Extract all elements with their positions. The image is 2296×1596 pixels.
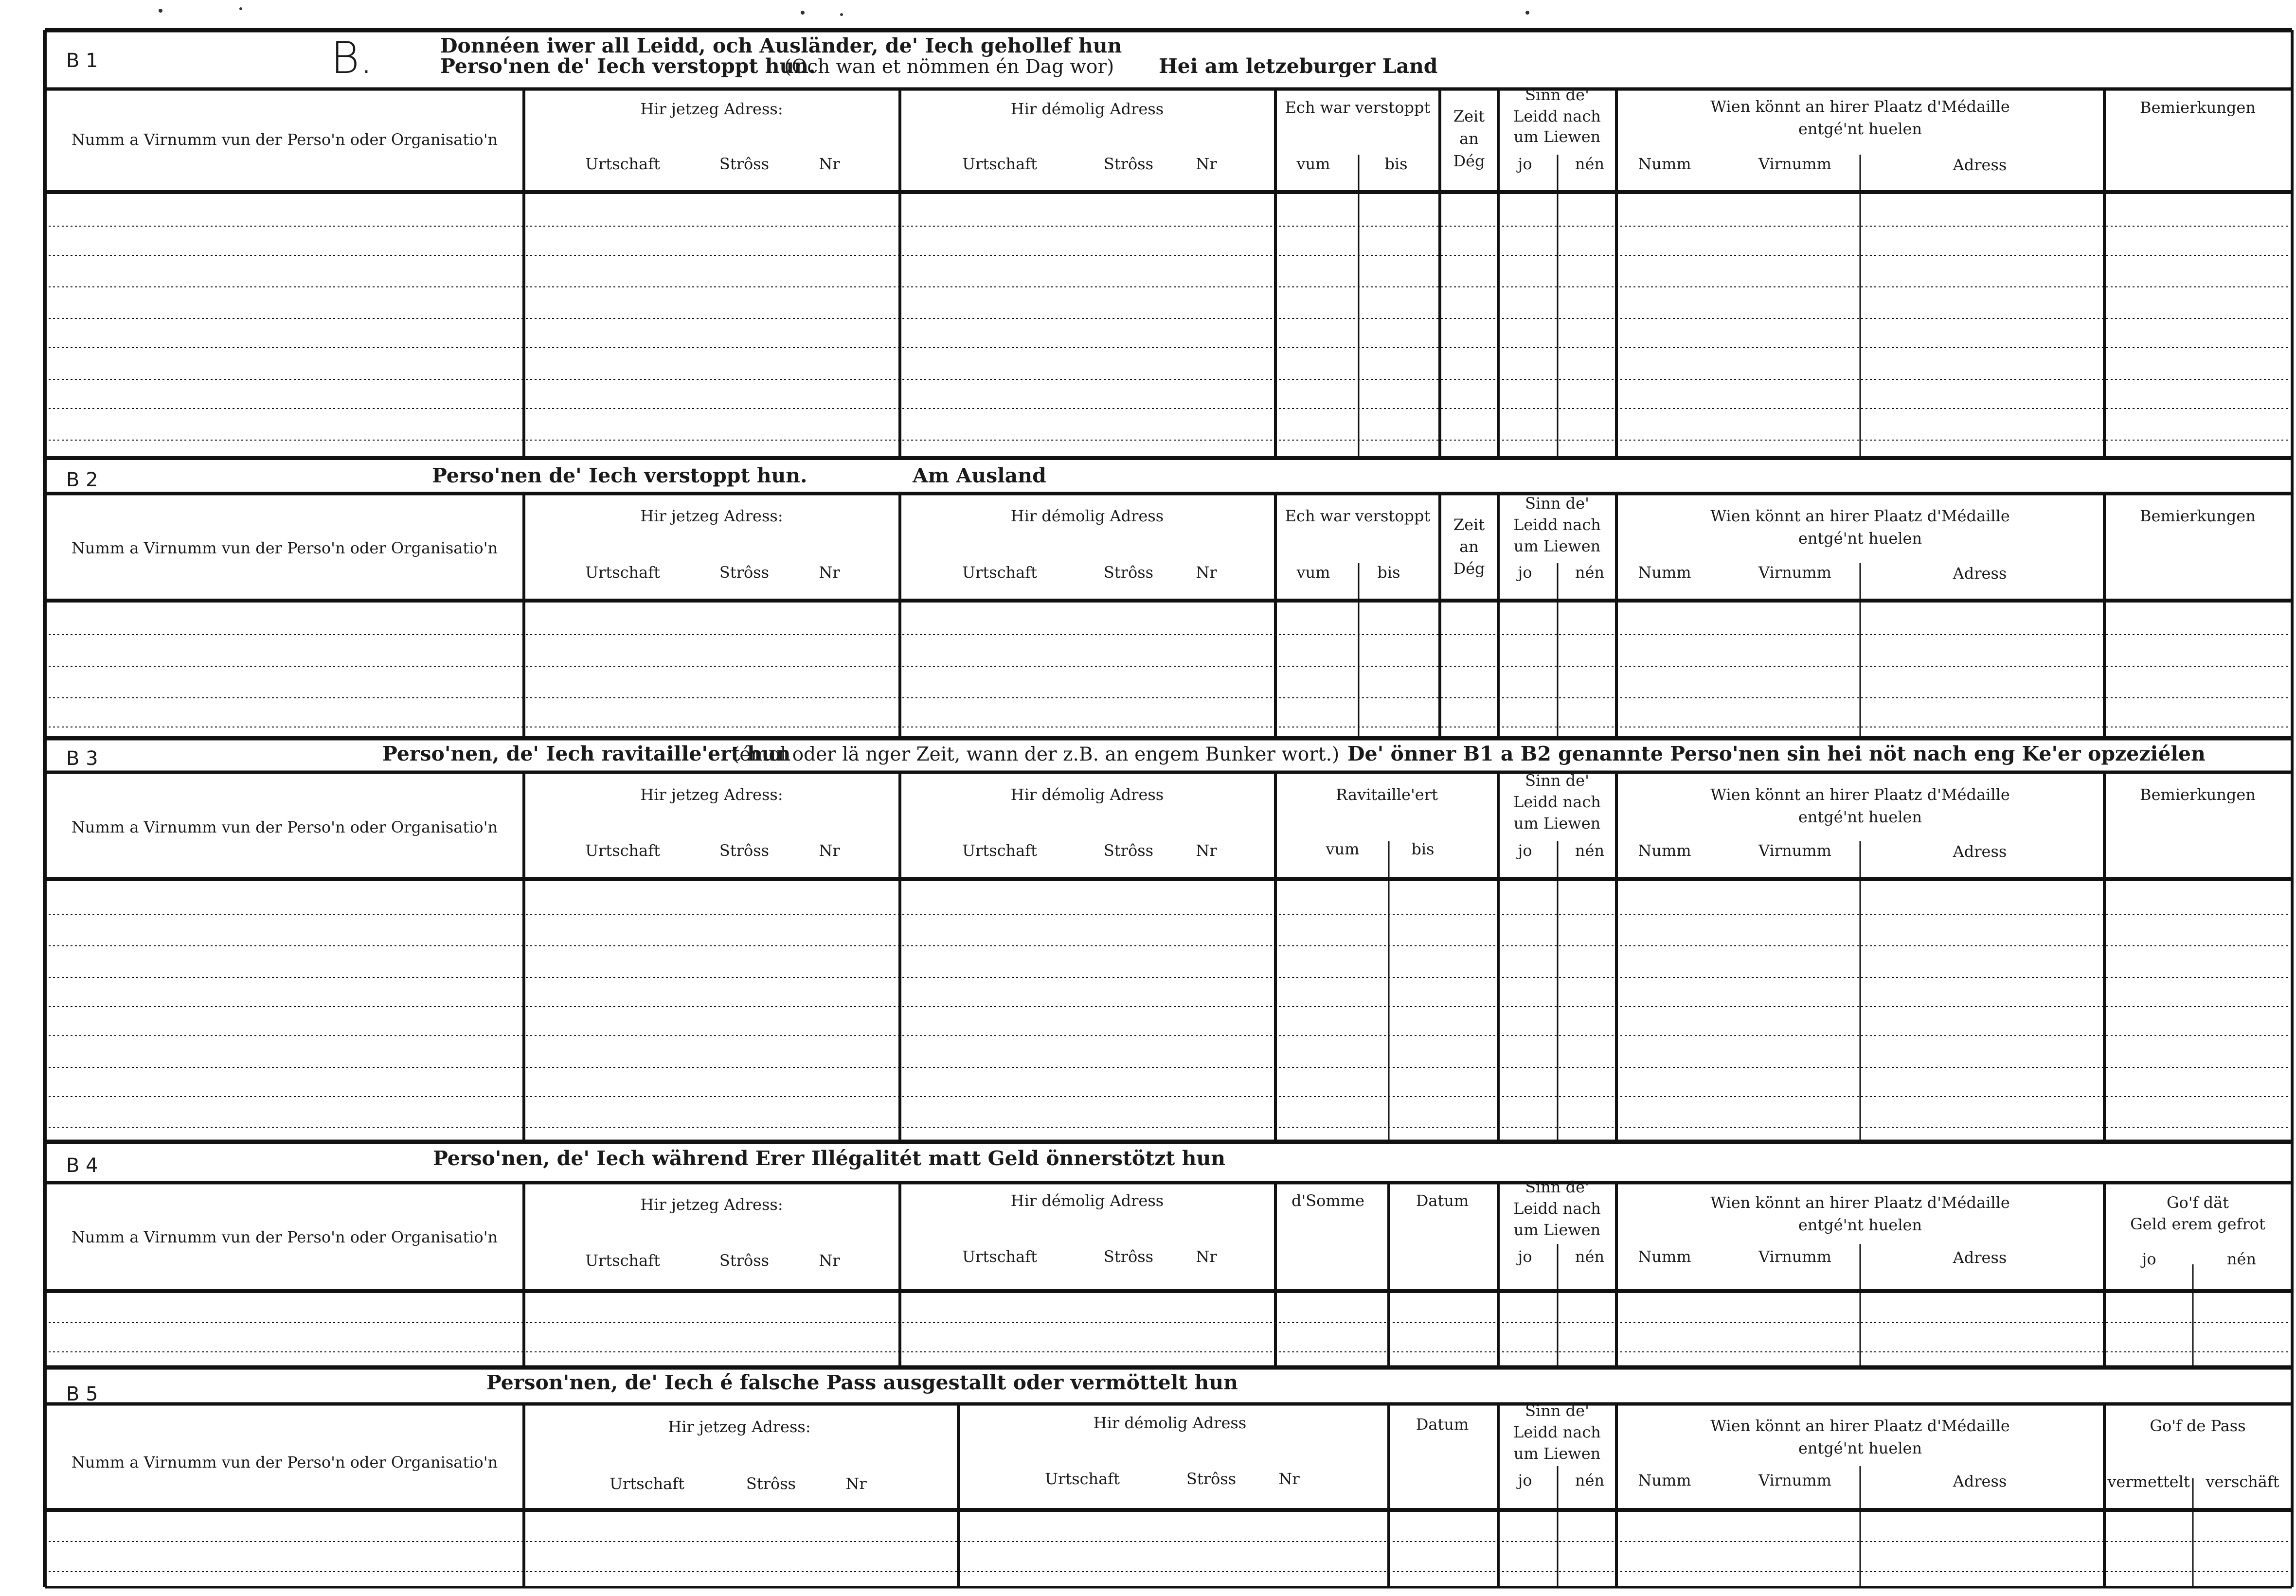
col-name: Numm a Virnumm vun der Perso'n oder Organisatio'n — [71, 130, 498, 149]
col-address: Adress — [1953, 156, 2007, 174]
col-current-address: Hir jetzeg Adress: — [668, 1418, 811, 1436]
col-alive-1: Sinn de' — [1525, 1178, 1589, 1196]
col-address: Adress — [1953, 842, 2007, 861]
col-to: bis — [1384, 155, 1408, 173]
col-alive-3: um Liewen — [1513, 127, 1601, 146]
col-no: nén — [1575, 155, 1605, 173]
col-medal-2: entgé'nt huelen — [1798, 120, 1922, 138]
b1-title-line2-bold: Perso'nen de' Iech verstoppt hun. — [440, 54, 816, 78]
col-surname: Numm — [1638, 1471, 1691, 1490]
b3-title: Perso'nen, de' Iech ravitaille'ert hun — [382, 742, 791, 765]
col-firstname: Virnumm — [1758, 841, 1831, 860]
col-former-address: Hir démolig Adress — [1010, 507, 1164, 525]
col-firstname: Virnumm — [1758, 1471, 1831, 1490]
col-pass-given: Go'f de Pass — [2150, 1417, 2246, 1435]
col-to: bis — [1377, 563, 1400, 582]
col-yes: jo — [1518, 1471, 1532, 1490]
col-street: Strôss — [746, 1474, 796, 1493]
col-from: vum — [1326, 840, 1360, 858]
col-surname: Numm — [1638, 841, 1691, 860]
col-former-address: Hir démolig Adress — [1010, 785, 1164, 804]
col-date: Datum — [1416, 1191, 1469, 1210]
col-street: Strôss — [719, 1251, 770, 1270]
col-street: Strôss — [719, 563, 770, 582]
b1-title-line1: Donnéen iwer all Leidd, och Ausländer, de' Iech gehollef hun — [440, 34, 1122, 57]
col-town: Urtschaft — [585, 1251, 660, 1270]
col-address: Adress — [1953, 1248, 2007, 1267]
col-medal-2: entgé'nt huelen — [1798, 1216, 1922, 1234]
col-town: Urtschaft — [585, 841, 660, 860]
col-nr: Nr — [1278, 1470, 1300, 1488]
b1-title-line2-right: Hei am letzeburger Land — [1159, 54, 1438, 78]
col-address: Adress — [1953, 1472, 2007, 1490]
col-current-address: Hir jetzeg Adress: — [640, 507, 783, 525]
col-alive-3: um Liewen — [1513, 1221, 1601, 1239]
col-from: vum — [1296, 155, 1330, 173]
col-days-1: Zeit — [1453, 515, 1485, 534]
b2-title: Perso'nen de' Iech verstoppt hun. — [432, 464, 807, 487]
col-name: Numm a Virnumm vun der Perso'n oder Organisatio'n — [71, 818, 498, 836]
col-surname: Numm — [1638, 1247, 1691, 1266]
col-town: Urtschaft — [585, 563, 660, 582]
col-no: nén — [1575, 841, 1605, 860]
col-town: Urtschaft — [962, 563, 1037, 582]
col-town: Urtschaft — [962, 155, 1037, 173]
col-yes: jo — [1518, 563, 1532, 582]
col-procured: verschäft — [2206, 1472, 2279, 1491]
section-label-b4: B 4 — [66, 1154, 98, 1177]
col-no: nén — [1575, 1471, 1605, 1490]
col-alive-3: um Liewen — [1513, 537, 1601, 555]
form-letter: B. — [331, 33, 374, 84]
col-remarks: Bemierkungen — [2140, 507, 2256, 525]
col-yes: jo — [1518, 841, 1532, 860]
col-surname: Numm — [1638, 563, 1691, 582]
col-street: Strôss — [719, 155, 770, 173]
col-street: Strôss — [1103, 1247, 1154, 1266]
col-alive-3: um Liewen — [1513, 814, 1601, 833]
col-alive-1: Sinn de' — [1525, 1401, 1589, 1420]
col-days-2: an — [1459, 129, 1479, 148]
col-medal-1: Wien könnt an hirer Plaatz d'Médaille — [1710, 1417, 2010, 1435]
col-sum: d'Somme — [1291, 1191, 1365, 1210]
col-nr: Nr — [1196, 1247, 1217, 1266]
col-street: Strôss — [1103, 563, 1154, 582]
section-label-b2: B 2 — [66, 469, 98, 491]
b3-title-right: De' önner B1 a B2 genannte Perso'nen sin hei nöt nach eng Ke'er opzeziélen — [1347, 742, 2206, 765]
col-street: Strôss — [1103, 155, 1154, 173]
col-alive-2: Leidd nach — [1513, 107, 1601, 125]
section-label-b5: B 5 — [66, 1383, 98, 1405]
col-firstname: Virnumm — [1758, 155, 1831, 173]
col-name: Numm a Virnumm vun der Perso'n oder Organisatio'n — [71, 539, 498, 557]
col-no: nén — [1575, 1247, 1605, 1266]
col-supplied: Ravitaille'ert — [1336, 785, 1438, 804]
col-surname: Numm — [1638, 155, 1691, 173]
col-remarks: Bemierkungen — [2140, 785, 2256, 804]
col-town: Urtschaft — [610, 1474, 684, 1493]
col-town: Urtschaft — [585, 155, 660, 173]
col-nr: Nr — [819, 1251, 840, 1270]
col-medal-1: Wien könnt an hirer Plaatz d'Médaille — [1710, 97, 2010, 116]
col-medal-2: entgé'nt huelen — [1798, 808, 1922, 826]
col-alive-2: Leidd nach — [1513, 793, 1601, 811]
col-from: vum — [1296, 563, 1330, 582]
col-town: Urtschaft — [962, 1247, 1037, 1266]
col-yes: jo — [1518, 155, 1532, 173]
col-current-address: Hir jetzeg Adress: — [640, 100, 783, 118]
col-medal-2: entgé'nt huelen — [1798, 1439, 1922, 1457]
col-days-1: Zeit — [1453, 107, 1485, 125]
col-nr: Nr — [819, 563, 840, 582]
col-hidden: Ech war verstoppt — [1285, 98, 1431, 117]
section-label-b3: B 3 — [66, 747, 98, 770]
b2-title-right: Am Ausland — [913, 464, 1046, 487]
col-alive-1: Sinn de' — [1525, 494, 1589, 513]
col-current-address: Hir jetzeg Adress: — [640, 785, 783, 804]
col-no: nén — [1575, 563, 1605, 582]
col-medal-2: entgé'nt huelen — [1798, 529, 1922, 548]
b3-title-note: (émol oder lä nger Zeit, wann der z.B. an engem Bunker wort.) — [732, 744, 1340, 765]
col-street: Strôss — [1103, 841, 1154, 860]
col-days-3: Dég — [1453, 152, 1485, 170]
col-current-address: Hir jetzeg Adress: — [640, 1195, 783, 1214]
b1-title-line2-note: (Och wan et nömmen én Dag wor) — [784, 56, 1114, 78]
col-to: bis — [1411, 840, 1435, 858]
col-days-2: an — [1459, 537, 1479, 556]
col-street: Strôss — [719, 841, 770, 860]
col-hidden: Ech war verstoppt — [1285, 507, 1431, 525]
col-alive-2: Leidd nach — [1513, 515, 1601, 534]
col-nr: Nr — [1196, 563, 1217, 582]
col-nr: Nr — [1196, 841, 1217, 860]
col-alive-1: Sinn de' — [1525, 771, 1589, 790]
col-alive-2: Leidd nach — [1513, 1199, 1601, 1218]
col-days-3: Dég — [1453, 559, 1485, 578]
b5-title: Person'nen, de' Iech é falsche Pass ausgestallt oder vermöttelt hun — [486, 1371, 1238, 1394]
col-nr: Nr — [1196, 155, 1217, 173]
col-address: Adress — [1953, 564, 2007, 583]
col-alive-2: Leidd nach — [1513, 1423, 1601, 1441]
col-alive-1: Sinn de' — [1525, 86, 1589, 104]
col-date: Datum — [1416, 1415, 1469, 1434]
col-firstname: Virnumm — [1758, 1247, 1831, 1266]
col-former-address: Hir démolig Adress — [1010, 100, 1164, 118]
col-firstname: Virnumm — [1758, 563, 1831, 582]
col-no: nén — [2226, 1250, 2257, 1268]
col-medal-1: Wien könnt an hirer Plaatz d'Médaille — [1710, 1193, 2010, 1212]
col-medal-1: Wien könnt an hirer Plaatz d'Médaille — [1710, 785, 2010, 804]
col-former-address: Hir démolig Adress — [1010, 1191, 1164, 1210]
b4-title: Perso'nen, de' Iech während Erer Illégalitét matt Geld önnerstötzt hun — [433, 1147, 1226, 1170]
col-name: Numm a Virnumm vun der Perso'n oder Organisatio'n — [71, 1453, 498, 1472]
col-remarks: Bemierkungen — [2140, 98, 2256, 117]
col-street: Strôss — [1186, 1470, 1237, 1488]
col-town: Urtschaft — [962, 841, 1037, 860]
col-name: Numm a Virnumm vun der Perso'n oder Organisatio'n — [71, 1228, 498, 1246]
col-former-address: Hir démolig Adress — [1093, 1414, 1247, 1432]
col-medal-1: Wien könnt an hirer Plaatz d'Médaille — [1710, 507, 2010, 525]
col-alive-3: um Liewen — [1513, 1444, 1601, 1463]
col-mediated: vermettelt — [2107, 1472, 2190, 1491]
col-nr: Nr — [819, 841, 840, 860]
col-yes: jo — [2142, 1250, 2156, 1268]
col-money-back-1: Go'f dät — [2166, 1193, 2229, 1212]
col-yes: jo — [1518, 1247, 1532, 1266]
col-nr: Nr — [819, 155, 840, 173]
col-town: Urtschaft — [1045, 1470, 1120, 1488]
col-nr: Nr — [845, 1474, 867, 1493]
col-money-back-2: Geld erem gefrot — [2130, 1215, 2265, 1233]
section-label-b1: B 1 — [66, 50, 98, 72]
